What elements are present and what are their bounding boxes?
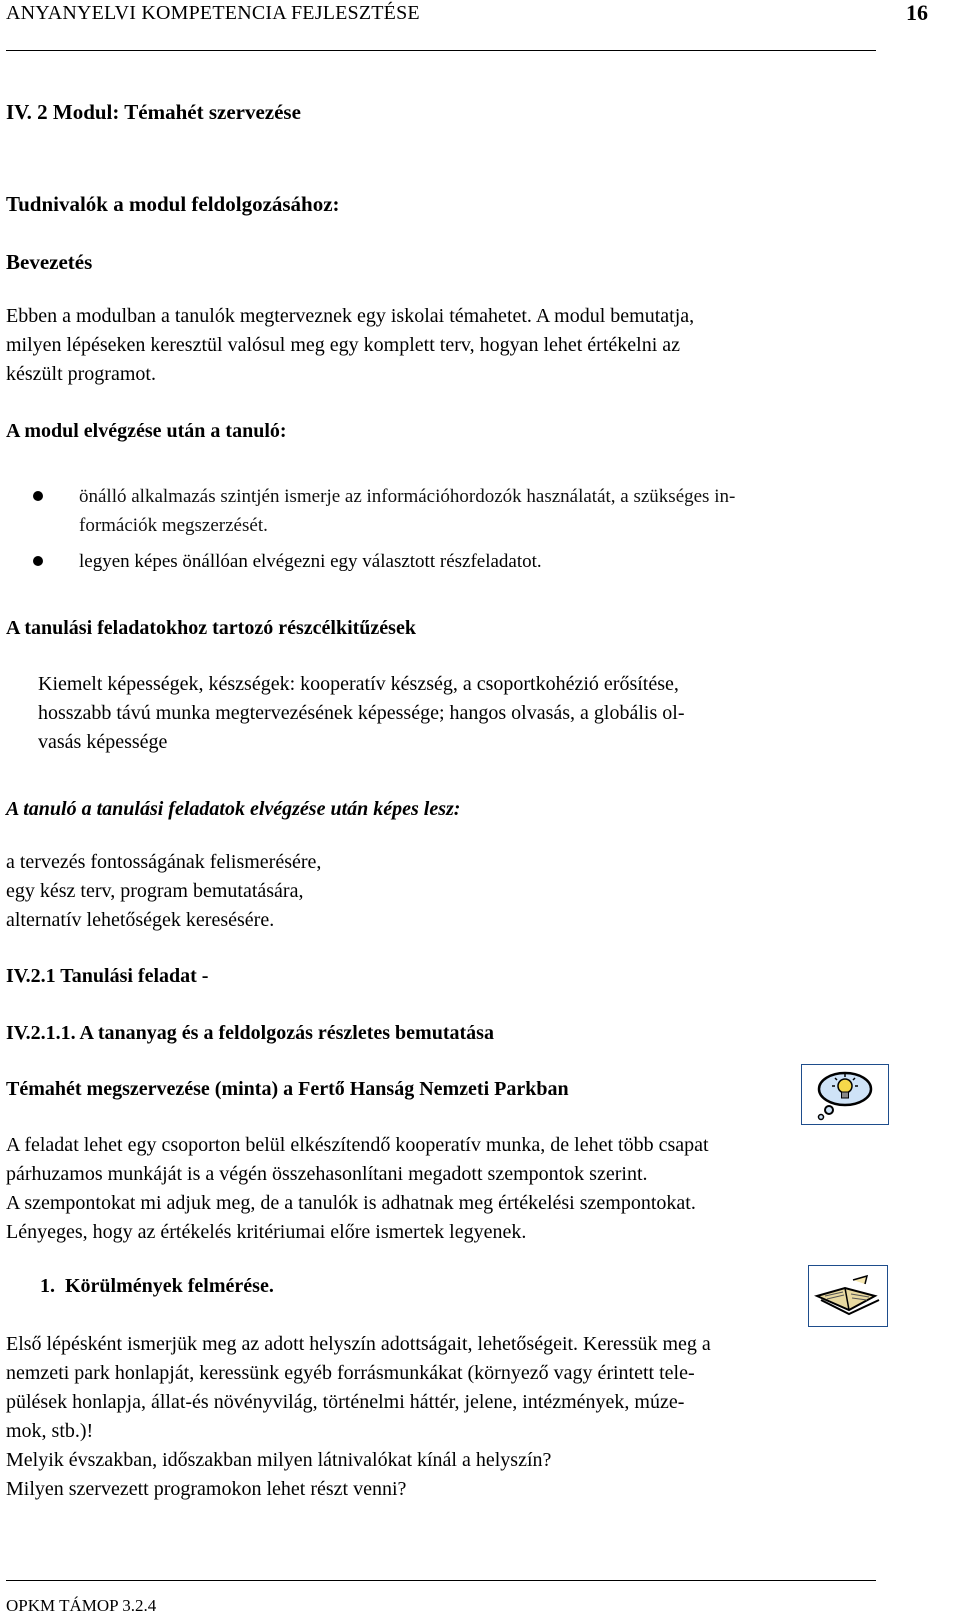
ability-heading: A tanuló a tanulási feladatok elvégzése után képes lesz: xyxy=(6,798,461,820)
footer-text: OPKM TÁMOP 3.2.4 xyxy=(6,1596,157,1615)
header-title: ANYANYELVI KOMPETENCIA FEJLESZTÉSE xyxy=(6,2,420,24)
intro-line: milyen lépéseken keresztül valósul meg egy komplett terv, hogyan lehet értékelni az xyxy=(6,334,681,356)
subgoals-line: hosszabb távú munka megtervezésének képessége; hangos olvasás, a globális ol- xyxy=(38,702,685,724)
info-heading: Tudnivalók a modul feldolgozásához: xyxy=(6,192,340,216)
subgoals-line: vasás képessége xyxy=(38,731,168,753)
outcome-heading: A modul elvégzése után a tanuló: xyxy=(6,420,287,442)
park-heading: Témahét megszervezése (minta) a Fertő Hanság Nemzeti Parkban xyxy=(6,1078,569,1100)
step1-line: pülések honlapja, állat-és növényvilág, történelmi háttér, jelene, intézmények, múze- xyxy=(6,1391,685,1413)
open-book-icon xyxy=(809,1266,887,1326)
subgoals-heading: A tanulási feladatokhoz tartozó részcélkitűzések xyxy=(6,617,416,639)
ability-line: alternatív lehetőségek keresésére. xyxy=(6,909,275,931)
lightbulb-thought-icon xyxy=(802,1065,888,1124)
step1-line: Első lépésként ismerjük meg az adott helyszín adottságait, lehetőségeit. Keressük meg a xyxy=(6,1333,711,1355)
intro-heading: Bevezetés xyxy=(6,250,93,274)
idea-icon xyxy=(801,1064,889,1125)
bullet-text: legyen képes önállóan elvégezni egy választott részfeladatot. xyxy=(79,551,542,572)
step1-line: nemzeti park honlapját, keressünk egyéb forrásmunkákat (környező vagy érintett tele- xyxy=(6,1362,695,1384)
subgoals-line: Kiemelt képességek, készségek: kooperatív készség, a csoportkohézió erősítése, xyxy=(38,673,679,695)
task-paragraph xyxy=(6,1131,876,1247)
module-title: IV. 2 Modul: Témahét szervezése xyxy=(6,100,301,124)
task-line: A szempontokat mi adjuk meg, de a tanulók is adhatnak meg értékelési szempontokat. xyxy=(6,1192,696,1214)
bullet-item xyxy=(33,547,913,576)
header-rule xyxy=(6,50,876,51)
book-icon xyxy=(808,1265,888,1327)
detail-heading: IV.2.1.1. A tananyag és a feldolgozás részletes bemutatása xyxy=(6,1022,494,1044)
task-line: A feladat lehet egy csoporton belül elkészítendő kooperatív munka, de lehet több csapat xyxy=(6,1134,709,1156)
task-line: párhuzamos munkáját is a végén összehasonlítani megadott szempontok szerint. xyxy=(6,1163,648,1185)
task-line: Lényeges, hogy az értékelés kritériumai előre ismertek legyenek. xyxy=(6,1221,527,1243)
ability-line: egy kész terv, program bemutatására, xyxy=(6,880,304,902)
bullet-dot-icon xyxy=(33,556,43,566)
intro-paragraph xyxy=(6,302,870,389)
step1-heading: 1. Körülmények felmérése. xyxy=(40,1275,274,1297)
task-heading: IV.2.1 Tanulási feladat - xyxy=(6,965,209,987)
ability-line: a tervezés fontosságának felismerésére, xyxy=(6,851,322,873)
step1-line: mok, stb.)! xyxy=(6,1420,94,1442)
page-number: 16 xyxy=(906,0,928,25)
footer-rule xyxy=(6,1580,876,1581)
ability-list xyxy=(6,848,606,935)
bullet-dot-icon xyxy=(33,491,43,501)
step1-paragraph xyxy=(6,1330,870,1504)
step1-line: Melyik évszakban, időszakban milyen látnivalókat kínál a helyszín? xyxy=(6,1449,552,1471)
intro-line: Ebben a modulban a tanulók megterveznek egy iskolai témahetet. A modul bemutatja, xyxy=(6,305,695,327)
step1-line: Milyen szervezett programokon lehet részt venni? xyxy=(6,1478,407,1500)
bullet-text: önálló alkalmazás szintjén ismerje az információhordozók használatát, a szükséges in- formációk megszerzését. xyxy=(79,486,736,536)
bullet-item xyxy=(33,482,913,540)
intro-line: készült programot. xyxy=(6,363,156,385)
subgoals-paragraph xyxy=(38,670,868,757)
